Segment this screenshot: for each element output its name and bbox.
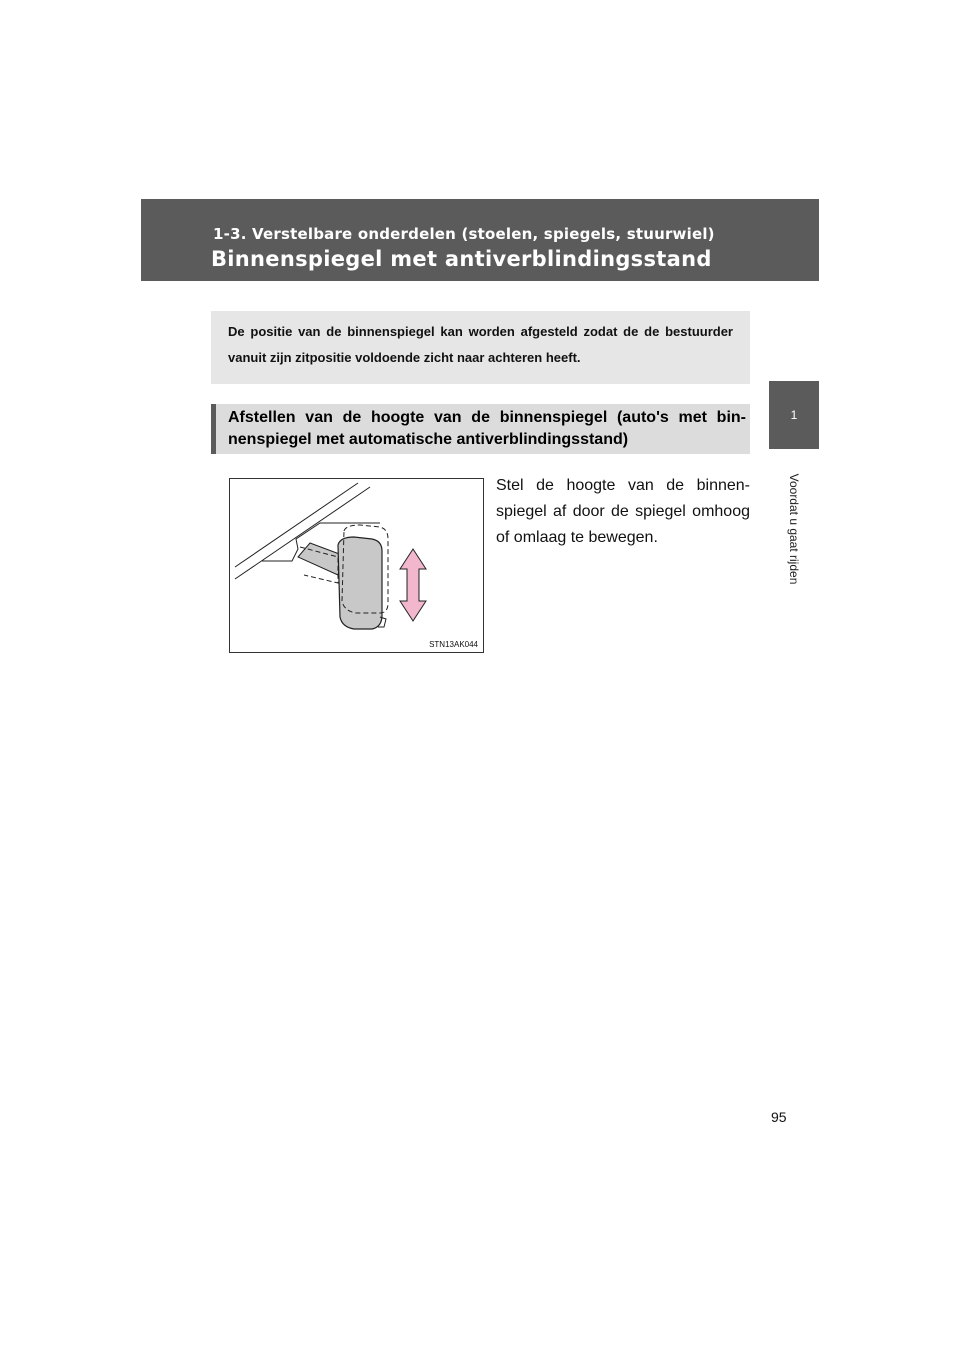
sub-heading-text: Afstellen van de hoogte van de binnenspiegel (auto's met bin-nenspiegel met automatische antiverblindingsstand) <box>228 409 746 448</box>
chapter-tab-label-text: Voordat u gaat rijden <box>787 473 801 585</box>
chapter-tab-number: 1 <box>769 381 819 449</box>
intro-text: De positie van de binnenspiegel kan worden afgesteld zodat de de bestuurder vanuit zijn zitpositie voldoende zicht naar achteren heeft. <box>228 324 733 365</box>
chapter-tab-label <box>769 449 819 609</box>
sub-heading <box>211 404 750 454</box>
section-label: 1-3. Verstelbare onderdelen (stoelen, spiegels, stuurwiel) <box>213 225 715 243</box>
instruction-text: Stel de hoogte van de binnen-spiegel af door de spiegel omhoog of omlaag te bewegen. <box>496 477 750 546</box>
mirror-drawing <box>230 479 483 652</box>
up-down-arrow-icon <box>400 549 426 621</box>
page-number: 95 <box>771 1109 787 1125</box>
mirror-illustration <box>229 478 484 653</box>
figure-code: STN13AK044 <box>429 640 478 649</box>
intro-box <box>211 311 750 384</box>
header-band <box>141 199 819 281</box>
page-title: Binnenspiegel met antiverblindingsstand <box>211 247 712 271</box>
mirror-body <box>338 537 382 629</box>
